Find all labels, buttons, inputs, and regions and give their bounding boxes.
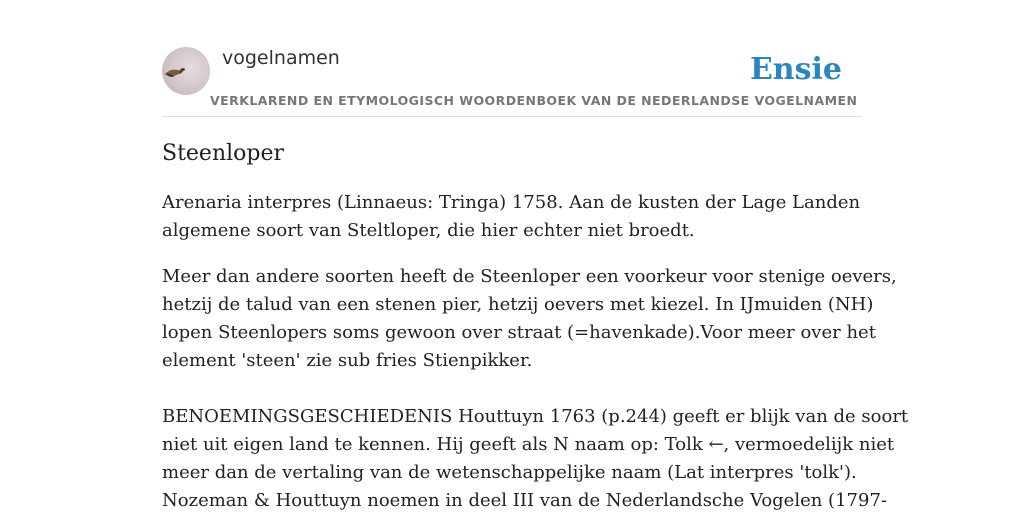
article-paragraph-2 (162, 263, 897, 375)
paragraph-line: Meer dan andere soorten heeft de Steenloper een voorkeur voor stenige oevers, (162, 266, 897, 287)
paragraph-line: lopen Steenlopers soms gewoon over straat (=havenkade).Voor meer over het (162, 322, 876, 343)
paragraph-line: Arenaria interpres (Linnaeus: Tringa) 1758. Aan de kusten der Lage Landen (162, 192, 861, 213)
paragraph-line: Nozeman & Houttuyn noemen in deel III van de Nederlandsche Vogelen (1797- (162, 490, 887, 511)
ensie-logo-link[interactable]: Ensie (749, 52, 842, 87)
paragraph-line: element 'steen' zie sub fries Stienpikker. (162, 350, 533, 371)
paragraph-line: BENOEMINGSGESCHIEDENIS Houttuyn 1763 (p.244) geeft er blijk van de soort (162, 406, 909, 427)
paragraph-line: hetzij de talud van een stenen pier, hetzij oevers met kiezel. In IJmuiden (NH) (162, 294, 874, 315)
site-subtitle: VERKLAREND EN ETYMOLOGISCH WOORDENBOEK VAN DE NEDERLANDSE VOGELNAMEN (210, 93, 858, 108)
paragraph-line: algemene soort van Steltloper, die hier echter niet broedt. (162, 220, 695, 241)
site-header (162, 0, 862, 117)
paragraph-line: meer dan de vertaling van de wetenschappelijke naam (Lat interpres 'tolk'). (162, 462, 857, 483)
article-content (162, 138, 909, 512)
article-paragraph-3 (162, 403, 909, 512)
article-paragraph-1 (162, 189, 862, 245)
bird-photo-icon[interactable] (162, 47, 210, 95)
site-name-link[interactable]: vogelnamen (222, 47, 340, 69)
article-title: Steenloper (162, 141, 285, 166)
paragraph-line: niet uit eigen land te kennen. Hij geeft als N naam op: Tolk ←, vermoedelijk niet (162, 434, 895, 455)
